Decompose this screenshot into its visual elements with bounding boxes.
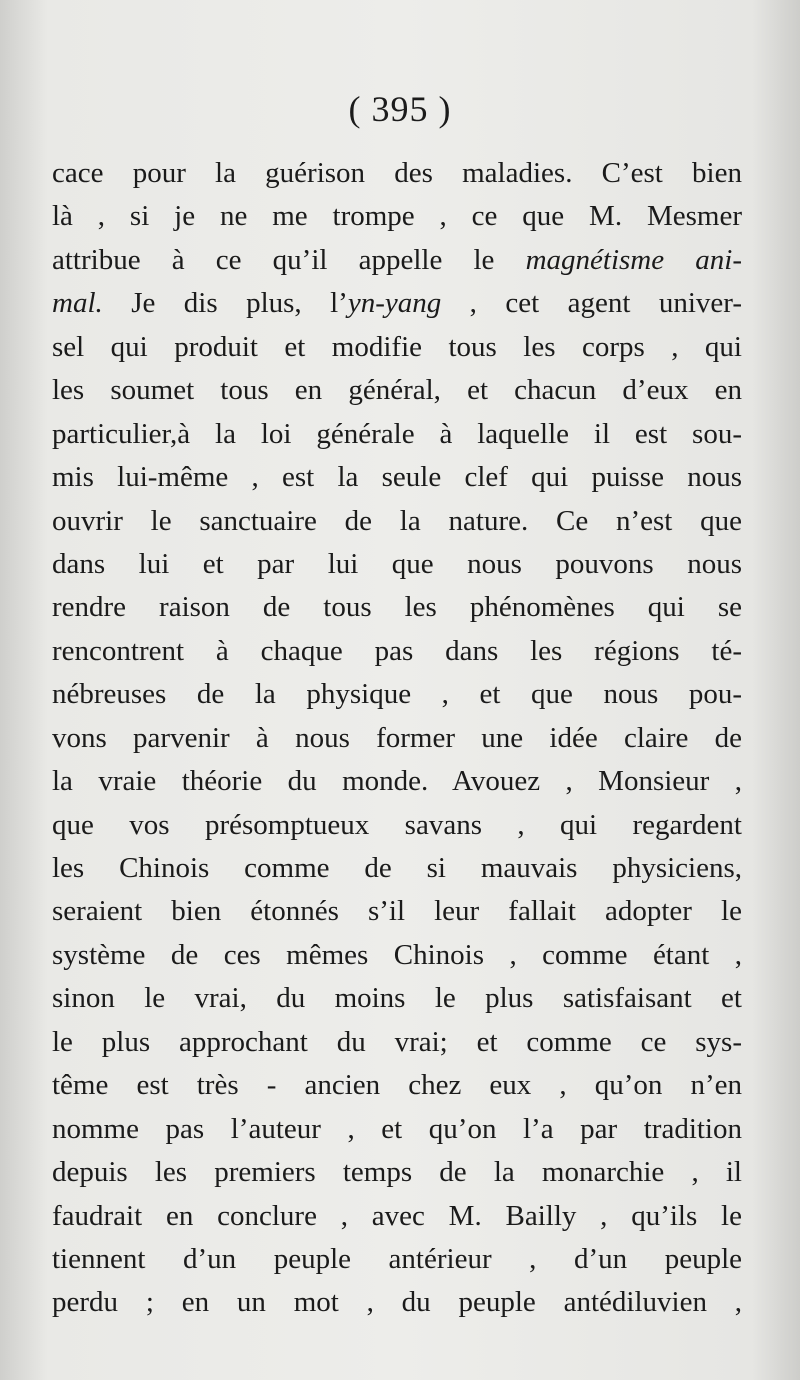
text-segment: faudrait en conclure , avec M. Bailly , qu’ils le: [52, 1199, 742, 1232]
text-segment: nébreuses de la physique , et que nous pou-: [52, 678, 742, 711]
text-segment: ouvrir le sanctuaire de la nature. Ce n’est que: [52, 504, 742, 537]
text-line: [52, 1238, 742, 1281]
text-segment: dans lui et par lui que nous pouvons nous: [52, 547, 742, 580]
page-number: ( 395 ): [348, 89, 452, 129]
text-segment: nomme pas l’auteur , et qu’on l’a par tradition: [52, 1112, 742, 1145]
text-line: [52, 152, 742, 195]
text-line: [52, 1021, 742, 1064]
text-line: [52, 1281, 742, 1324]
text-line: [52, 543, 742, 586]
text-line: [52, 282, 742, 325]
text-line: [52, 586, 742, 629]
text-segment: rencontrent à chaque pas dans les régions té-: [52, 634, 742, 667]
italic-text-segment: magnétisme ani-: [525, 243, 742, 276]
text-segment: les soumet tous en général, et chacun d’eux en: [52, 374, 742, 407]
body-text: [52, 152, 742, 1325]
text-segment: tiennent d’un peuple antérieur , d’un peuple: [52, 1242, 742, 1275]
text-segment: attribue à ce qu’il appelle le: [52, 243, 526, 276]
text-segment: système de ces mêmes Chinois , comme étant ,: [52, 938, 742, 971]
text-line: [52, 1195, 742, 1238]
italic-text-segment: yn-yang: [347, 287, 442, 320]
text-segment: perdu ; en un mot , du peuple antédiluvien ,: [52, 1286, 742, 1319]
text-line: [52, 369, 742, 412]
text-line: [52, 977, 742, 1020]
text-line: [52, 456, 742, 499]
text-segment: rendre raison de tous les phénomènes qui se: [52, 591, 742, 624]
text-segment: cace pour la guérison des maladies. C’est bien: [52, 157, 742, 189]
text-segment: vons parvenir à nous former une idée claire de: [52, 721, 742, 754]
text-segment: depuis les premiers temps de la monarchie , il: [52, 1156, 742, 1189]
text-segment: Je dis plus, l’: [102, 287, 348, 320]
text-line: [52, 500, 742, 543]
text-line: [52, 326, 742, 369]
italic-text-segment: mal.: [52, 287, 103, 320]
text-segment: , cet agent univer-: [441, 287, 743, 320]
text-segment: les Chinois comme de si mauvais physiciens,: [52, 852, 742, 884]
text-segment: là , si je ne me trompe , ce que M. Mesmer: [52, 200, 742, 233]
text-segment: particulier,à la loi générale à laquelle il est sou-: [52, 417, 742, 450]
text-line: [52, 1064, 742, 1107]
text-line: [52, 630, 742, 673]
text-segment: seraient bien étonnés s’il leur fallait adopter le: [52, 895, 742, 928]
text-segment: tême est très - ancien chez eux , qu’on n’en: [52, 1069, 742, 1102]
text-segment: que vos présomptueux savans , qui regardent: [52, 808, 742, 841]
text-line: [52, 195, 742, 238]
text-line: [52, 890, 742, 933]
text-line: [52, 804, 742, 847]
text-line: [52, 673, 742, 716]
text-line: [52, 934, 742, 977]
text-segment: sel qui produit et modifie tous les corps , qui: [52, 330, 742, 363]
text-line: [52, 847, 742, 890]
text-line: [52, 1151, 742, 1194]
text-segment: mis lui-même , est la seule clef qui puisse nous: [52, 461, 742, 494]
text-line: [52, 717, 742, 760]
text-line: [52, 413, 742, 456]
text-segment: la vraie théorie du monde. Avouez , Monsieur ,: [52, 765, 742, 798]
text-segment: le plus approchant du vrai; et comme ce sys-: [52, 1025, 742, 1058]
text-line: [52, 1108, 742, 1151]
text-line: [52, 760, 742, 803]
text-line: [52, 239, 742, 282]
text-segment: sinon le vrai, du moins le plus satisfaisant et: [52, 982, 742, 1015]
